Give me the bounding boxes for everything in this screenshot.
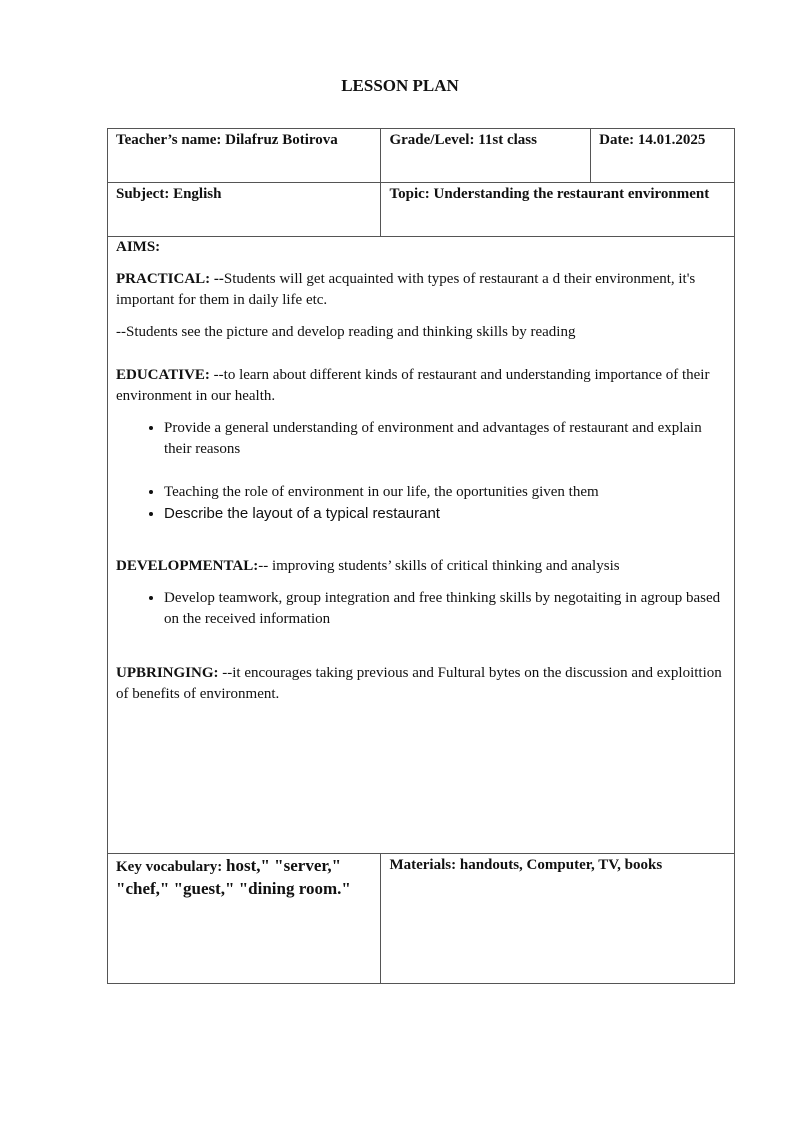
materials-cell: Materials: handouts, Computer, TV, books xyxy=(381,854,735,984)
practical-text-2: --Students see the picture and develop reading and thinking skills by reading xyxy=(116,324,576,340)
developmental-label: DEVELOPMENTAL: xyxy=(116,558,259,574)
header-row-1 xyxy=(108,129,735,183)
upbringing-label: UPBRINGING: xyxy=(116,665,219,681)
lesson-plan-table xyxy=(107,128,735,984)
header-row-2 xyxy=(108,183,735,237)
list-item: • Describe the layout of a typical restaurant xyxy=(164,503,726,524)
practical-text: Students will get acquainted with types of restaurant a d their environment, it's important for them in daily life etc. xyxy=(116,271,696,308)
subject-cell: Subject: English xyxy=(108,183,381,237)
aims-cell xyxy=(108,237,735,854)
developmental-bullet-list xyxy=(116,588,726,630)
educative-bullet-list xyxy=(116,418,726,460)
developmental-paragraph xyxy=(116,556,726,577)
educative-text: --to learn about different kinds of restaurant and understanding importance of their environment in our health. xyxy=(116,367,710,404)
educative-label: EDUCATIVE: xyxy=(116,367,210,383)
upbringing-text: --it encourages taking previous and Fultural bytes on the discussion and exploittion of benefits of environment. xyxy=(116,665,722,702)
aims-row xyxy=(108,237,735,854)
aims-heading: AIMS: xyxy=(116,239,161,255)
practical-label: PRACTICAL: -- xyxy=(116,271,224,287)
list-item: • Teaching the role of environment in our life, the oportunities given them xyxy=(164,482,726,503)
page-title: LESSON PLAN xyxy=(341,76,459,95)
vocab-label: Key vocabulary: xyxy=(116,859,226,875)
vocab-words: host," "server," "chef," "guest," "dining room." xyxy=(116,856,351,898)
developmental-text: -- improving students’ skills of critical thinking and analysis xyxy=(258,558,620,574)
practical-paragraph xyxy=(116,269,726,311)
date-cell: Date: 14.01.2025 xyxy=(591,129,735,183)
topic-cell: Topic: Understanding the restaurant environment xyxy=(381,183,735,237)
list-item: • Develop teamwork, group integration and free thinking skills by negotaiting in agroup based on the received information xyxy=(164,588,726,630)
teacher-name-cell: Teacher’s name: Dilafruz Botirova xyxy=(108,129,381,183)
educative-paragraph xyxy=(116,365,726,407)
upbringing-paragraph xyxy=(116,663,726,705)
list-item: • Provide a general understanding of environment and advantages of restaurant and explain their reasons xyxy=(164,418,726,460)
footer-row xyxy=(108,854,735,984)
key-vocabulary-cell xyxy=(108,854,381,984)
grade-level-cell: Grade/Level: 11st class xyxy=(381,129,591,183)
educative-bullet-list-2 xyxy=(116,482,726,524)
